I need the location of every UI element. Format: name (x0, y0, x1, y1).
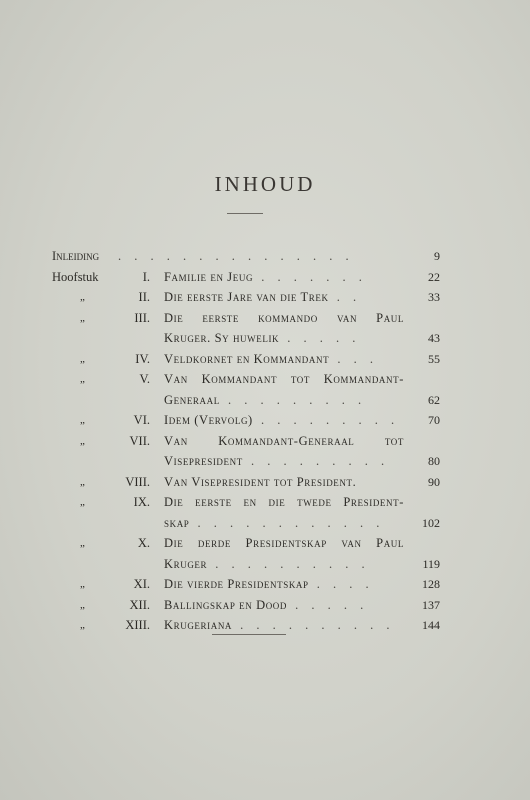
page-number: 22 (428, 269, 440, 284)
page-number: 80 (428, 454, 440, 468)
dot-leader: . . . (329, 351, 378, 366)
chapter-number: XIII. (125, 618, 150, 632)
chapter-title-text: Generaal (164, 392, 220, 407)
chapter-number: IX. (133, 495, 150, 509)
ditto-mark: „ (80, 598, 85, 611)
chapter-title (164, 413, 404, 428)
chapter-number: V. (139, 372, 150, 386)
intro-label: Inleiding (52, 249, 100, 263)
chapter-title-text: Van Visepresident tot President. (164, 474, 357, 489)
intro-page-number: 9 (434, 249, 440, 263)
chapter-title (164, 393, 404, 408)
ditto-mark: „ (80, 414, 85, 426)
dot-leader: . . . . . (279, 331, 361, 345)
page-number: 43 (428, 331, 440, 345)
intro-leader (118, 249, 408, 264)
toc-row (0, 268, 530, 289)
chapter-title (164, 270, 404, 285)
dot-leader: . . . . . . . (253, 269, 367, 284)
dot-leader: . . . . . . . . . (252, 413, 400, 427)
dot-leader: . . . . . . . . . (242, 454, 390, 468)
toc-intro-row (0, 247, 530, 268)
toc-row (0, 473, 530, 494)
dot-leader: . . (328, 290, 362, 304)
chapter-number: VIII. (125, 474, 150, 489)
page-number: 102 (422, 515, 440, 530)
chapter-title (164, 577, 404, 592)
chapter-prefix: Hoofstuk (52, 269, 99, 284)
toc-row (0, 555, 530, 576)
dot-leader: . . . . . (287, 597, 369, 612)
chapter-title-text: Idem (Vervolg) (164, 413, 253, 427)
toc-row (0, 493, 530, 514)
chapter-number: VI. (133, 413, 150, 427)
chapter-number: I. (142, 269, 150, 284)
page-number: 144 (422, 618, 440, 632)
page-number: 119 (422, 556, 440, 571)
chapter-title-text: Krugeriana (164, 618, 233, 632)
toc-row (0, 534, 530, 555)
chapter-title-text: Van Kommandant tot Kommandant- (164, 372, 404, 386)
dot-leader: . . . . (308, 577, 374, 591)
ditto-mark: „ (80, 537, 85, 549)
chapter-title-text: Familie en Jeug (164, 269, 254, 284)
page-number: 137 (422, 597, 440, 612)
toc-row (0, 391, 530, 412)
chapter-number: X. (137, 536, 150, 550)
dot-leader: . . . . . . . . . . . . . . . (118, 249, 354, 263)
toc-row (0, 309, 530, 330)
chapter-title-text: Die eerste Jare van die Trek (164, 290, 329, 304)
chapter-title (164, 434, 404, 449)
ditto-mark: „ (80, 373, 85, 385)
chapter-number: XI. (133, 577, 150, 591)
chapter-title (164, 516, 404, 531)
chapter-number: III. (134, 310, 150, 325)
chapter-title-text: Kruger. Sy huwelik (164, 331, 280, 345)
toc-row (0, 452, 530, 473)
chapter-title-text: Die derde Presidentskap van Paul (164, 536, 404, 550)
dot-leader: . . . . . . . . . . (232, 618, 395, 632)
chapter-title (164, 536, 404, 551)
chapter-title-text: skap (164, 515, 190, 530)
chapter-title (164, 475, 404, 490)
chapter-title (164, 454, 404, 469)
page-number: 70 (428, 413, 440, 427)
toc-row (0, 514, 530, 535)
toc-row (0, 432, 530, 453)
dot-leader: . . . . . . . . . . . . (189, 515, 385, 530)
chapter-title (164, 311, 404, 326)
ditto-mark: „ (80, 496, 85, 508)
chapter-number: II. (138, 290, 150, 304)
chapter-title (164, 290, 404, 305)
page-number: 33 (428, 290, 440, 304)
ditto-mark: „ (80, 311, 85, 324)
page-number: 90 (428, 474, 440, 489)
page-number: 128 (422, 577, 440, 591)
page-number: 62 (428, 392, 440, 407)
toc-row (0, 288, 530, 309)
chapter-title (164, 495, 404, 510)
chapter-title-text: Die eerste en die twede President- (164, 495, 404, 509)
chapter-number: XII. (129, 597, 150, 612)
ditto-mark: „ (80, 434, 85, 447)
toc-row (0, 596, 530, 617)
chapter-title-text: Kruger (164, 556, 208, 571)
ditto-mark: „ (80, 578, 85, 590)
dot-leader: . . . . . . . . . . (207, 556, 370, 571)
chapter-title (164, 372, 404, 387)
chapter-title (164, 557, 404, 572)
table-of-contents (0, 247, 530, 637)
chapter-title (164, 352, 404, 367)
toc-row (0, 411, 530, 432)
chapter-number: IV. (135, 351, 150, 366)
chapter-title-text: Veldkornet en Kommandant (164, 351, 330, 366)
chapter-title-text: Van Kommandant-Generaal tot (164, 433, 404, 448)
chapter-title-text: Die eerste kommando van Paul (164, 310, 404, 325)
ditto-mark: „ (80, 475, 85, 488)
chapter-title (164, 331, 404, 346)
heading-rule (227, 213, 263, 214)
toc-row (0, 575, 530, 596)
toc-row (0, 370, 530, 391)
chapter-title (164, 618, 404, 633)
chapter-title (164, 598, 404, 613)
ditto-mark: „ (80, 619, 85, 631)
chapter-title-text: Ballingskap en Dood (164, 597, 288, 612)
chapter-title-text: Visepresident (164, 454, 243, 468)
toc-row (0, 329, 530, 350)
toc-row (0, 350, 530, 371)
ditto-mark: „ (80, 352, 85, 365)
contents-heading: INHOUD (214, 172, 316, 196)
closing-rule (212, 634, 286, 635)
dot-leader: . . . . . . . . . (219, 392, 367, 407)
chapter-title-text: Die vierde Presidentskap (164, 577, 309, 591)
chapter-number: VII. (129, 433, 150, 448)
ditto-mark: „ (80, 291, 85, 303)
page-number: 55 (428, 351, 440, 366)
